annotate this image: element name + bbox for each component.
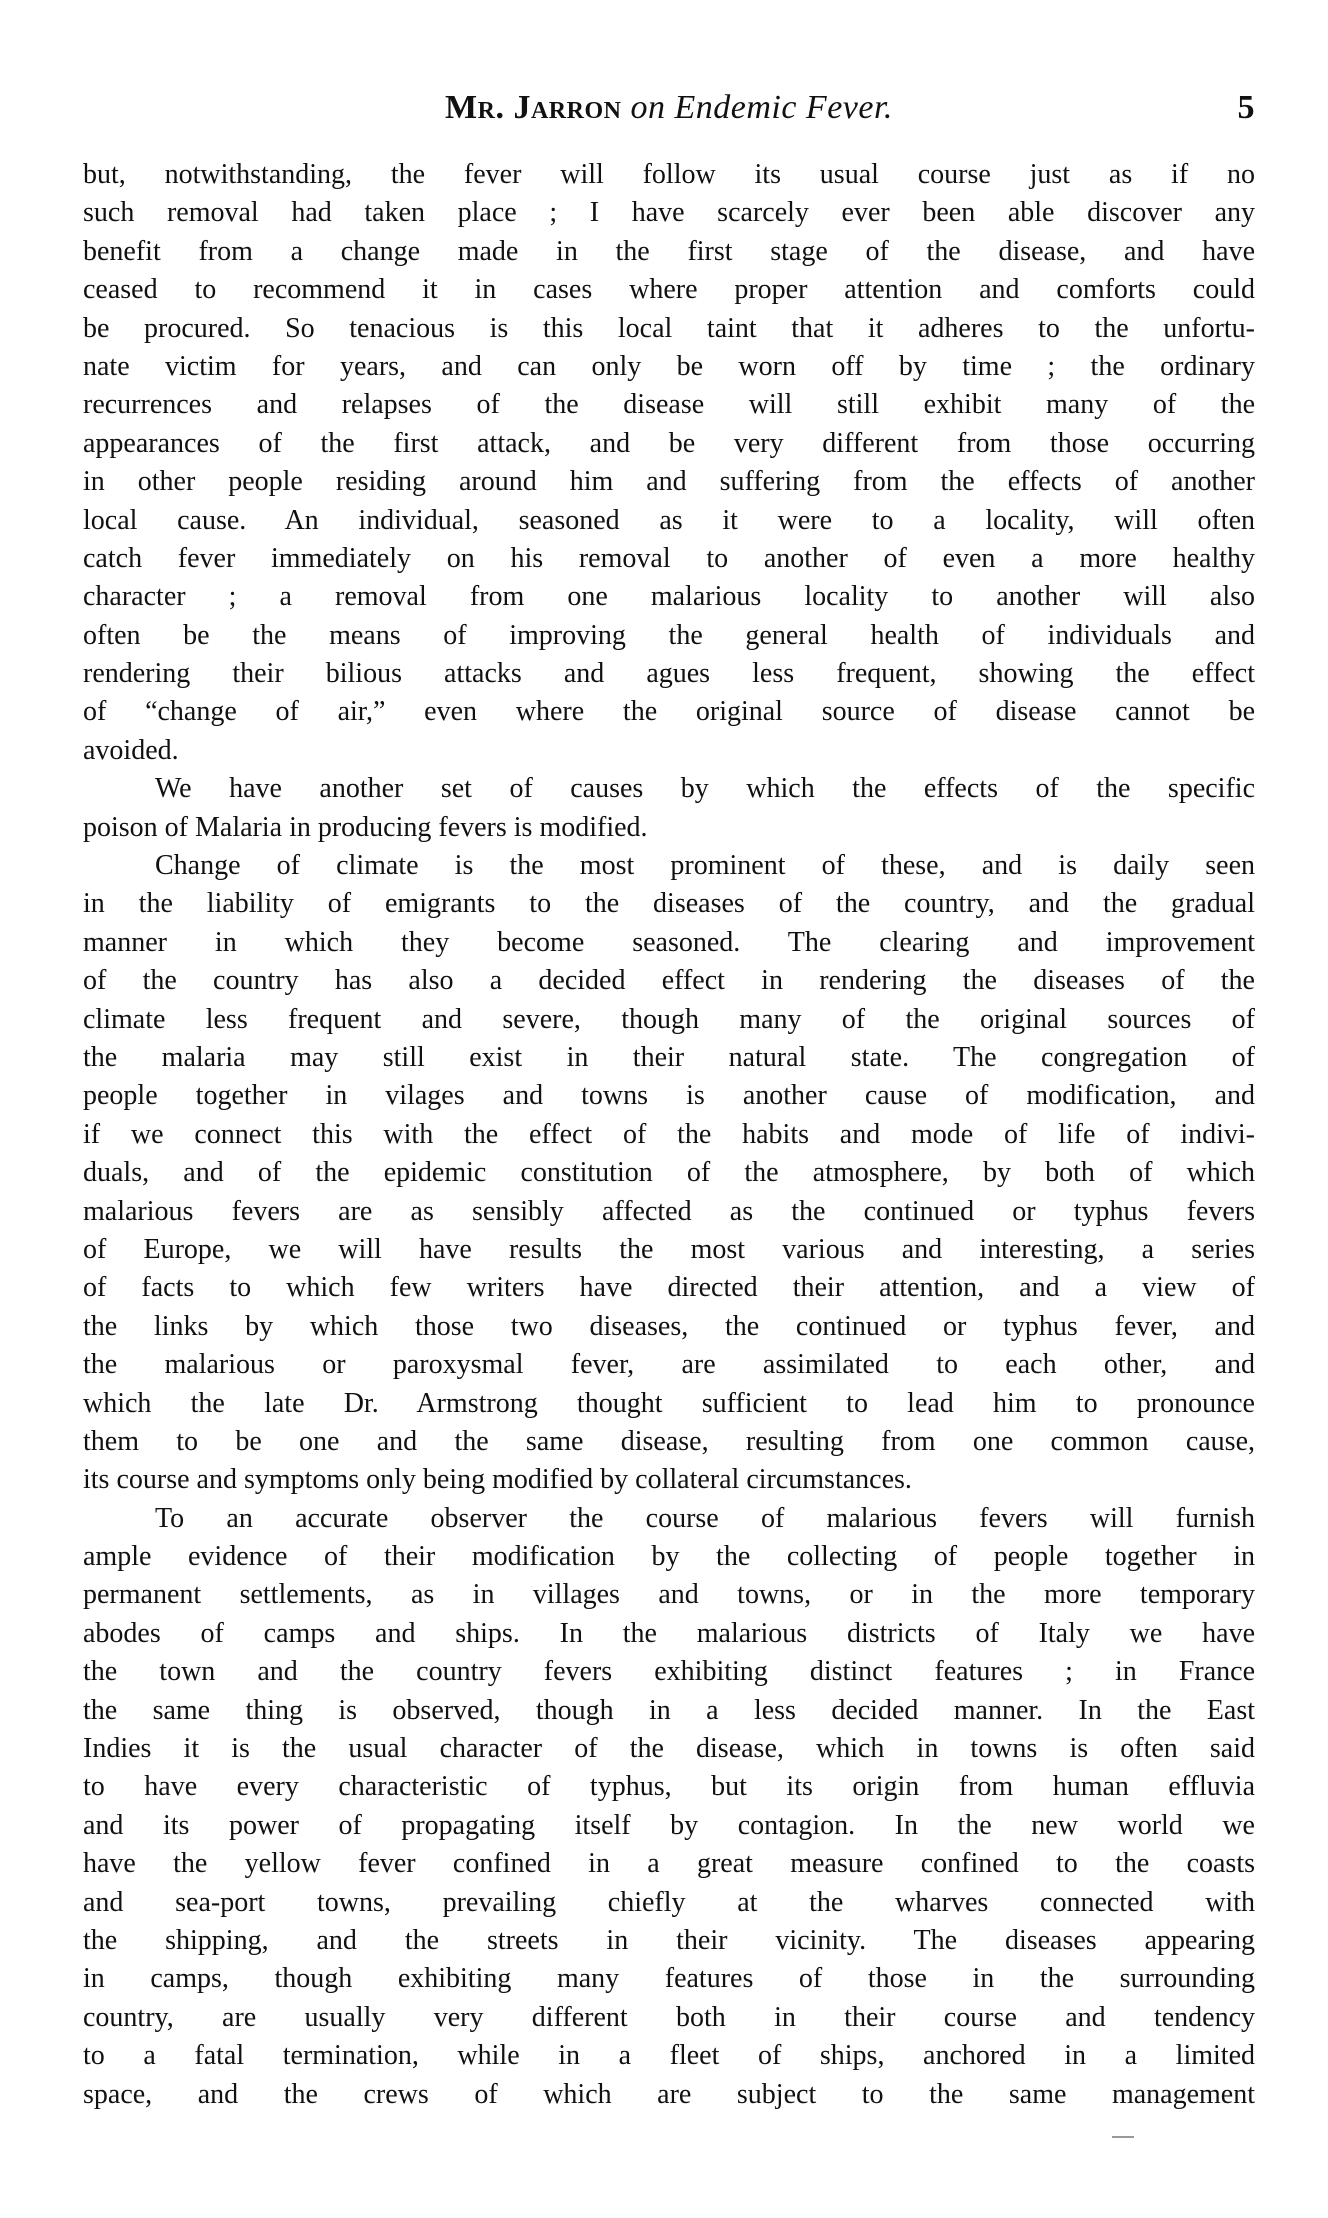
book-page <box>83 88 1255 2114</box>
text-line: to have every characteristic of typhus, but its origin from human effluvia <box>83 1771 1255 1803</box>
text-line: duals, and of the epidemic constitution of the atmosphere, by both of which <box>83 1157 1255 1189</box>
text-line: ample evidence of their modification by the collecting of people together in <box>83 1541 1255 1573</box>
text-line: have the yellow fever confined in a great measure confined to the coasts <box>83 1848 1255 1880</box>
text-line: appearances of the first attack, and be very different from those occurring <box>83 427 1255 459</box>
text-line: its course and symptoms only being modified by collateral circumstances. <box>83 1464 912 1496</box>
text-line: them to be one and the same disease, resulting from one common cause, <box>83 1425 1255 1457</box>
text-line: climate less frequent and severe, though many of the original sources of <box>83 1003 1255 1035</box>
running-head-title <box>445 88 893 134</box>
text-line: in the liability of emigrants to the diseases of the country, and the gradual <box>83 888 1255 920</box>
text-line: avoided. <box>83 734 179 766</box>
text-line: often be the means of improving the general health of individuals and <box>83 619 1255 651</box>
text-line: the same thing is observed, though in a less decided manner. In the East <box>83 1694 1255 1726</box>
text-line: of Europe, we will have results the most various and interesting, a series <box>83 1233 1255 1265</box>
text-line: the shipping, and the streets in their vicinity. The diseases appearing <box>83 1924 1255 1956</box>
text-line: Change of climate is the most prominent of these, and is daily seen <box>155 850 1255 882</box>
text-line: the links by which those two diseases, the continued or typhus fever, and <box>83 1310 1255 1342</box>
text-line: of “change of air,” even where the original source of disease cannot be <box>83 696 1255 728</box>
text-line: permanent settlements, as in villages and towns, or in the more temporary <box>83 1579 1255 1611</box>
text-line: recurrences and relapses of the disease will still exhibit many of the <box>83 389 1255 421</box>
text-line: poison of Malaria in producing fevers is modified. <box>83 811 648 843</box>
text-line: nate victim for years, and can only be worn off by time ; the ordinary <box>83 350 1255 382</box>
running-head-author: Mr. Jarron <box>445 89 622 126</box>
text-line: of the country has also a decided effect in rendering the diseases of the <box>83 965 1255 997</box>
text-line: country, are usually very different both in their course and tendency <box>83 2001 1255 2033</box>
text-line: abodes of camps and ships. In the malarious districts of Italy we have <box>83 1617 1255 1649</box>
running-head-connector: on <box>630 89 666 126</box>
text-line: the town and the country fevers exhibiting distinct features ; in France <box>83 1656 1255 1688</box>
text-line: benefit from a change made in the first stage of the disease, and have <box>83 235 1255 267</box>
running-head-subject: Endemic Fever. <box>674 89 893 126</box>
text-line: and its power of propagating itself by contagion. In the new world we <box>83 1809 1255 1841</box>
text-line: in camps, though exhibiting many features of those in the surrounding <box>83 1963 1255 1995</box>
text-line: and sea-port towns, prevailing chiefly at the wharves connected with <box>83 1886 1255 1918</box>
text-line: be procured. So tenacious is this local taint that it adheres to the unfortu- <box>83 312 1255 344</box>
text-line: We have another set of causes by which the effects of the specific <box>155 773 1255 805</box>
text-line: ceased to recommend it in cases where proper attention and comforts could <box>83 274 1255 306</box>
text-line: in other people residing around him and suffering from the effects of another <box>83 466 1255 498</box>
running-head <box>83 88 1255 134</box>
printer-mark <box>1112 2136 1134 2138</box>
text-line: space, and the crews of which are subject to the same management <box>83 2078 1255 2110</box>
text-line: if we connect this with the effect of the habits and mode of life of indivi- <box>83 1118 1255 1150</box>
text-line: the malaria may still exist in their natural state. The congregation of <box>83 1041 1255 1073</box>
text-line: rendering their bilious attacks and agues less frequent, showing the effect <box>83 658 1255 690</box>
text-line: to a fatal termination, while in a fleet of ships, anchored in a limited <box>83 2040 1255 2072</box>
text-line: Indies it is the usual character of the disease, which in towns is often said <box>83 1733 1255 1765</box>
text-line: To an accurate observer the course of malarious fevers will furnish <box>155 1502 1255 1534</box>
body-text <box>83 156 1255 2114</box>
text-line: character ; a removal from one malarious locality to another will also <box>83 581 1255 613</box>
text-line: manner in which they become seasoned. The clearing and improvement <box>83 926 1255 958</box>
page-number: 5 <box>1237 89 1255 126</box>
text-line: such removal had taken place ; I have scarcely ever been able discover any <box>83 197 1255 229</box>
text-line: but, notwithstanding, the fever will follow its usual course just as if no <box>83 159 1255 190</box>
text-line: of facts to which few writers have directed their attention, and a view of <box>83 1272 1255 1304</box>
text-line: which the late Dr. Armstrong thought sufficient to lead him to pronounce <box>83 1387 1255 1419</box>
text-line: people together in vilages and towns is another cause of modification, and <box>83 1080 1255 1112</box>
text-line: catch fever immediately on his removal to another of even a more healthy <box>83 542 1255 574</box>
text-line: the malarious or paroxysmal fever, are assimilated to each other, and <box>83 1349 1255 1381</box>
text-line: malarious fevers are as sensibly affected as the continued or typhus fevers <box>83 1195 1255 1227</box>
text-line: local cause. An individual, seasoned as it were to a locality, will often <box>83 504 1255 536</box>
